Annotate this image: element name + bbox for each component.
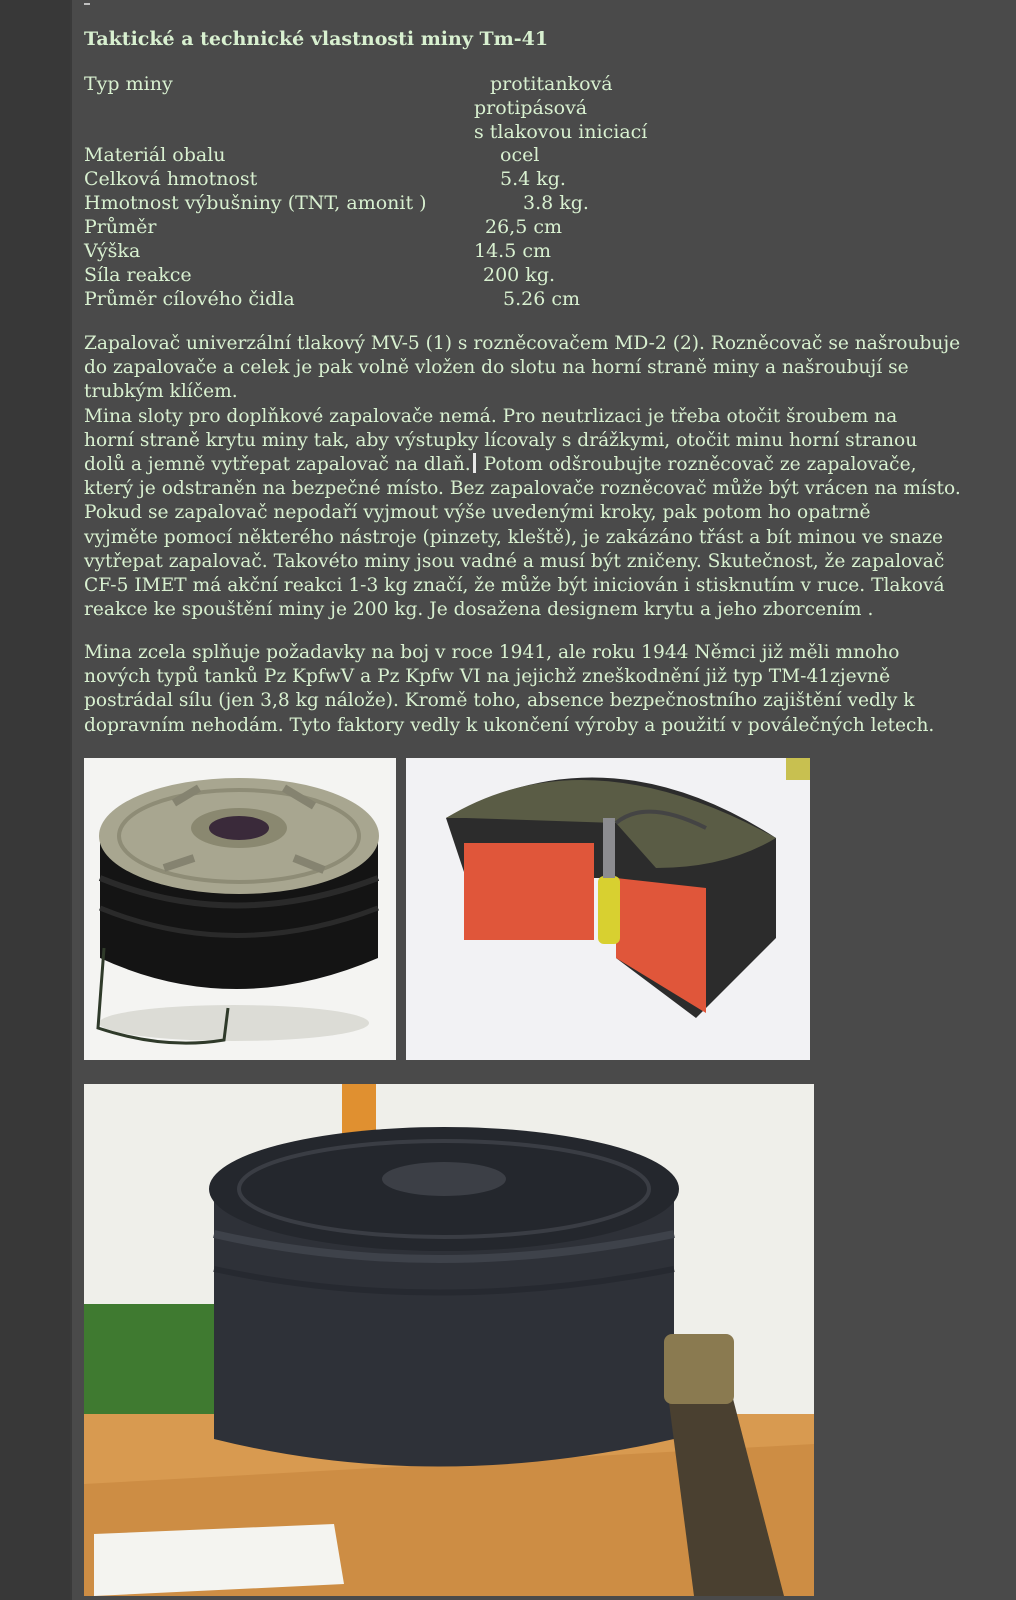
spec-label: Síla reakce <box>84 264 192 286</box>
spec-value: protipásová <box>474 97 588 119</box>
spec-label: Typ miny <box>84 73 173 95</box>
spec-value: 3.8 kg. <box>523 192 589 214</box>
photo-mine-top-view <box>84 758 396 1060</box>
spec-value: protitanková <box>490 73 613 95</box>
spec-label: Hmotnost výbušniny (TNT, amonit ) <box>84 192 427 214</box>
fuze-description-paragraph <box>84 332 1004 622</box>
spec-label: Průměr <box>84 216 157 238</box>
fuze-text-part-1: Zapalovač univerzální tlakový MV-5 (1) s rozněcovačem MD-2 (2). Rozněcovač se našroubuje do zapalovače a celek je pak volně vložen do slotu na horní straně miny a našroubují se trubkým klíčem. Mina sloty pro doplňkové zapalovače nemá. Pro neutrlizaci je třeba otočit šroubem na horní straně krytu miny tak, aby výstupky lícovaly s drážkymi, otočit minu horní stranou dolů a jemně vytřepat zapalovač na dlaň. <box>84 333 961 476</box>
left-margin-strip <box>0 0 70 1600</box>
spec-label: Průměr cílového čidla <box>84 288 295 310</box>
spec-value: s tlakovou iniciací <box>474 121 648 143</box>
spec-value: 5.4 kg. <box>500 168 566 190</box>
spec-value: 14.5 cm <box>474 240 552 262</box>
spec-label: Materiál obalu <box>84 144 226 166</box>
text-cursor <box>473 453 476 473</box>
spec-value: ocel <box>500 144 540 166</box>
page-marker <box>84 3 90 5</box>
spec-label: Výška <box>84 240 141 262</box>
photo-mine-cutaway <box>406 758 810 1060</box>
photo-mine-museum-display <box>84 1084 814 1596</box>
page-title: Taktické a technické vlastnosti miny Tm-41 <box>84 28 549 50</box>
spec-label: Celková hmotnost <box>84 168 258 190</box>
spec-value: 26,5 cm <box>485 216 563 238</box>
spec-value: 5.26 cm <box>503 288 581 310</box>
history-paragraph: Mina zcela splňuje požadavky na boj v roce 1941, ale roku 1944 Němci již měli mnoho nových typů tanků Pz KpfwV a Pz Kpfw VI na jejichž zneškodnění již typ TM-41zjevně postrádal sílu (jen 3,8 kg nálože). Kromě toho, absence bezpečnostního zajištění vedly k dopravním nehodám. Tyto faktory vedly k ukončení výroby a použití v poválečných letech. <box>84 642 935 736</box>
spec-value: 200 kg. <box>483 264 556 286</box>
fuze-text-part-2: Potom odšroubujte rozněcovač ze zapalovače, který je odstraněn na bezpečné místo. Bez zapalovače rozněcovač může být vrácen na místo. Pokud se zapalovač nepodaří vyjmout výše uvedenými kroky, pak potom ho opatrně vyjměte pomocí některého nástroje (pinzety, kleště), je zakázáno třást a bít minou ve snaze vytřepat zapalovač. Takovéto miny jsou vadné a musí být zničeny. Skutečnost, že zapalovač CF-5 IMET má akční reakci 1-3 kg značí, že může být iniciován i stisknutím v ruce. Tlaková reakce ke spouštění miny je 200 kg. Je dosažena designem krytu a jeho zborcením . <box>84 454 961 621</box>
